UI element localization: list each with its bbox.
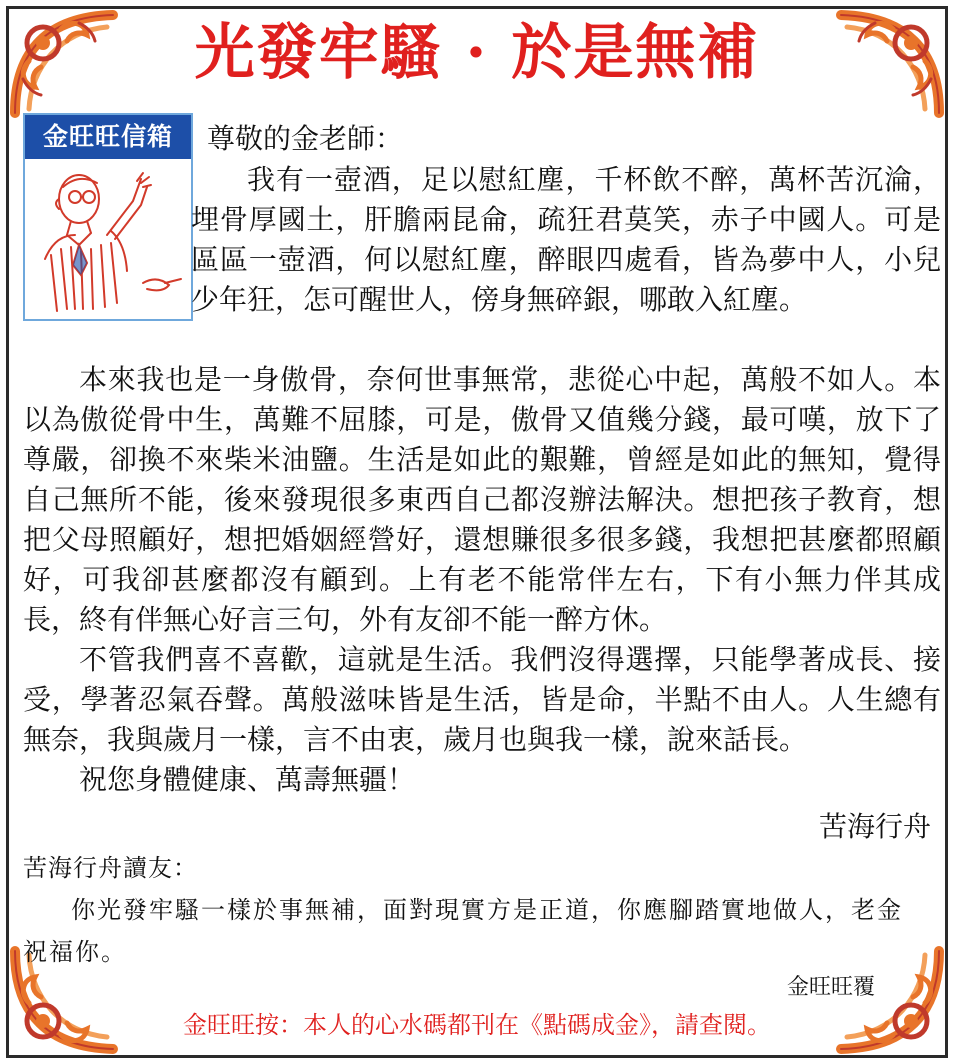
column-logo-label: 金旺旺信箱 bbox=[25, 115, 191, 159]
letter-paragraph: 不管我們喜不喜歡，這就是生活。我們沒得選擇，只能學著成長、接受，學著忍氣吞聲。萬般滋味皆是生活，皆是命，半點不由人。人生總有無奈，我與歲月一樣，言不由衷，歲月也與我一樣，說來話長。 bbox=[23, 643, 941, 756]
letter-paragraph: 本來我也是一身傲骨，奈何世事無常，悲從心中起，萬般不如人。本以為傲從骨中生，萬難不屈膝，可是，傲骨又值幾分錢，最可嘆，放下了尊嚴，卻換不來柴米油鹽。生活是如此的艱難，曾經是如此的無知，覺得自己無所不能，後來發現很多東西自己都沒辦法解決。想把孩子教育，想把父母照顧好，想把婚姻經營好，還想賺很多很多錢，我想把甚麼都照顧好，可我卻甚麼都沒有顧到。上有老不能常伴左右，下有小無力伴其成長，終有伴無心好言三句，外有友卻不能一醉方休。 bbox=[23, 363, 941, 636]
reply-salutation: 苦海行舟讀友： bbox=[23, 854, 198, 882]
reply-signature: 金旺旺覆 bbox=[786, 975, 875, 1000]
letter-paragraph: 我有一壺酒，足以慰紅塵，千杯飲不醉，萬杯苦沉淪，埋骨厚國土，肝膽兩昆侖，疏狂君莫笑，赤子中國人。可是區區一壺酒，何以慰紅塵，醉眼四處看，皆為夢中人，小兒少年狂，怎可醒世人，傍身無碎銀，哪敢入紅塵。 bbox=[191, 163, 941, 316]
letter-closing: 祝您身體健康、萬壽無疆！ bbox=[79, 763, 416, 796]
letter-signature: 苦海行舟 bbox=[818, 810, 931, 843]
editor-note: 金旺旺按：本人的心水碼都刊在《點碼成金》，請查閱。 bbox=[183, 1011, 771, 1039]
page-title: 光發牢騷 · 於是無補 bbox=[194, 18, 760, 88]
columnist-portrait-icon bbox=[25, 159, 191, 315]
reply-text: 你光發牢騷一樣於事無補，面對現實方是正道，你應腳踏實地做人，老金祝福你。 bbox=[23, 896, 903, 966]
letter-body bbox=[23, 360, 941, 800]
letter-salutation: 尊敬的金老師： bbox=[207, 122, 404, 155]
column-logo bbox=[23, 113, 193, 321]
newspaper-column bbox=[6, 6, 948, 1058]
